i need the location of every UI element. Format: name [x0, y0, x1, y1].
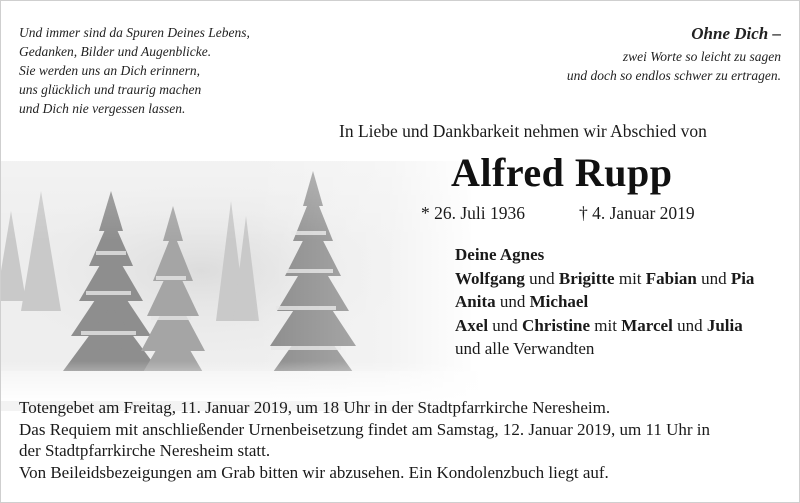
conjunction: und	[492, 315, 518, 335]
mourner-line	[455, 267, 754, 291]
mourner-line	[455, 290, 754, 314]
notice-line: der Stadtpfarrkirche Neresheim statt.	[19, 441, 271, 460]
mourner-name: Anita	[455, 292, 496, 311]
mourner-name: Fabian	[645, 268, 697, 288]
mourners-list	[455, 243, 754, 361]
intro-text: In Liebe und Dankbarkeit nehmen wir Abschied von	[339, 121, 707, 141]
poem-left-line: Und immer sind da Spuren Deines Lebens,	[19, 25, 250, 40]
conjunction: und	[677, 315, 703, 335]
poem-right-line: und doch so endlos schwer zu ertragen.	[566, 68, 781, 83]
mourner-line	[455, 314, 754, 338]
conjunction: und	[529, 268, 555, 288]
mourner-name: Julia	[706, 315, 743, 335]
poem-left-line: und Dich nie vergessen lassen.	[19, 101, 186, 116]
notice-line: Totengebet am Freitag, 11. Januar 2019, um 18 Uhr in der Stadtpfarrkirche Neresheim.	[19, 398, 611, 417]
mourner-name: Axel	[455, 315, 489, 335]
notice-line: Das Requiem mit anschließender Urnenbeisetzung findet am Samstag, 12. Januar 2019, um 11 Uhr in	[19, 419, 711, 439]
mourner-name: Pia	[730, 268, 755, 288]
poem-right-title: Ohne Dich –	[691, 24, 781, 43]
mourner-name: Marcel	[621, 315, 673, 335]
relatives-line: und alle Verwandten	[455, 339, 595, 358]
death-date: † 4. Januar 2019	[579, 203, 695, 223]
birth-date: * 26. Juli 1936	[421, 203, 526, 223]
deceased-name: Alfred Rupp	[451, 150, 673, 195]
mourner-line	[455, 243, 754, 267]
poem-left-line: Gedanken, Bilder und Augenblicke.	[19, 44, 212, 59]
mourner-name: Wolfgang	[455, 268, 525, 288]
notice-line: Von Beileidsbezeigungen am Grab bitten wir abzusehen. Ein Kondolenzbuch liegt auf.	[19, 462, 609, 482]
poem-left	[19, 23, 250, 118]
conjunction: mit	[618, 268, 642, 288]
mourner-name: Brigitte	[558, 268, 615, 288]
poem-left-line: Sie werden uns an Dich erinnern,	[19, 63, 200, 78]
mourner-name: Deine Agnes	[455, 245, 545, 264]
conjunction: und	[701, 268, 727, 288]
conjunction: und	[499, 292, 526, 311]
conjunction: mit	[594, 315, 617, 335]
service-notice	[19, 397, 785, 483]
poem-right-line: zwei Worte so leicht zu sagen	[622, 49, 781, 64]
mourner-name: Michael	[529, 292, 589, 311]
poem-left-line: uns glücklich und traurig machen	[19, 82, 202, 97]
mourner-name: Christine	[522, 315, 591, 335]
poem-right	[567, 23, 781, 85]
